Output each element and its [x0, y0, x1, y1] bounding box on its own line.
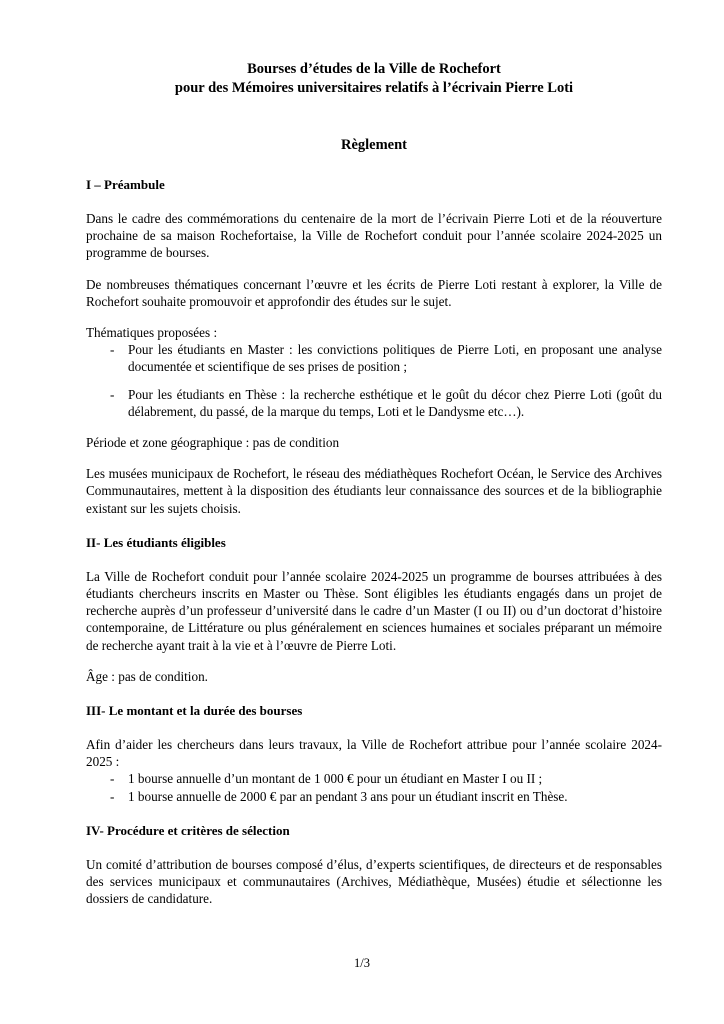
list-item-label: 1 bourse annuelle d’un montant de 1 000 € pour un étudiant en Master I ou II ;	[128, 771, 543, 787]
page-title-line-1: Bourses d’études de la Ville de Rochefort	[247, 61, 501, 77]
section-i-paragraph-2: De nombreuses thématiques concernant l’œuvre et les écrits de Pierre Loti restant à explorer, la Ville de Rochefort souhaite promouvoir et approfondir des études sur le sujet.	[86, 276, 662, 309]
list-item-label: Pour les étudiants en Thèse : la recherche esthétique et le goût du décor chez Pierre Loti (goût du délabrement, du passé, de la marque du temps, Loti et le Dandysme etc…).	[128, 386, 662, 419]
list-item	[86, 788, 662, 805]
page-subtitle: Règlement	[340, 137, 408, 153]
spacer	[86, 310, 662, 324]
document-body	[86, 60, 662, 907]
spacer	[86, 719, 662, 736]
page-title	[86, 60, 662, 98]
spacer	[86, 262, 662, 276]
section-i-list-intro: Thématiques proposées :	[86, 325, 218, 341]
section-heading-iii: III- Le montant et la durée des bourses	[86, 703, 303, 719]
spacer	[86, 839, 662, 856]
section-iv-paragraph-1: Un comité d’attribution de bourses composé d’élus, d’experts scientifiques, de directeurs et de responsables des services municipaux et communautaires (Archives, Médiathèque, Musées) étudie et sélectionne les dossiers de candidature.	[86, 856, 662, 907]
section-ii-paragraph-2: Âge : pas de condition.	[86, 668, 208, 684]
list-item	[86, 386, 662, 420]
section-iii-list	[86, 770, 662, 804]
spacer	[86, 685, 662, 702]
bullet-dash-icon: -	[110, 386, 115, 402]
section-iii-list-intro: Afin d’aider les chercheurs dans leurs travaux, la Ville de Rochefort attribue pour l’année scolaire 2024-2025 :	[86, 737, 662, 770]
section-heading-i: I – Préambule	[86, 177, 165, 192]
spacer	[86, 155, 662, 176]
list-item	[86, 341, 662, 375]
bullet-dash-icon: -	[110, 788, 115, 804]
spacer	[86, 451, 662, 465]
spacer	[86, 551, 662, 568]
section-heading-iv: IV- Procédure et critères de sélection	[86, 822, 290, 838]
section-heading-ii: II- Les étudiants éligibles	[86, 534, 226, 550]
spacer	[86, 517, 662, 534]
bullet-dash-icon: -	[110, 771, 115, 787]
section-i-list	[86, 341, 662, 420]
list-item-label: 1 bourse annuelle de 2000 € par an pendant 3 ans pour un étudiant inscrit en Thèse.	[128, 788, 568, 804]
page-title-line-2: pour des Mémoires universitaires relatifs à l’écrivain Pierre Loti	[174, 80, 574, 96]
list-item	[86, 770, 662, 787]
spacer	[86, 654, 662, 668]
section-i-paragraph-4: Les musées municipaux de Rochefort, le réseau des médiathèques Rochefort Océan, le Service des Archives Communautaires, mettent à la disposition des étudiants leur connaissance des sources et de la bibliographie existant sur les sujets choisis.	[86, 466, 662, 516]
bullet-dash-icon: -	[110, 342, 115, 358]
spacer	[86, 420, 662, 434]
list-item-label: Pour les étudiants en Master : les convictions politiques de Pierre Loti, en proposant une analyse documentée et scientifique de ses prises de position ;	[128, 342, 662, 375]
spacer	[86, 193, 662, 210]
spacer	[86, 805, 662, 822]
section-ii-paragraph-1: La Ville de Rochefort conduit pour l’année scolaire 2024-2025 un programme de bourses attribuées à des étudiants chercheurs inscrits en Master ou Thèse. Sont éligibles les étudiants engagés dans un projet de recherche auprès d’un professeur d’université dans le cadre d’un Master (I ou II) ou d’un doctorat d’histoire contemporaine, de Littérature ou plus généralement en sciences humaines et sociales préparant un mémoire de recherche ayant trait à la vie et à l’œuvre de Pierre Loti.	[86, 568, 662, 653]
page-number-footer: 1/3	[354, 956, 370, 970]
section-i-paragraph-1: Dans le cadre des commémorations du centenaire de la mort de l’écrivain Pierre Loti et de la réouverture prochaine de sa maison Rochefortaise, la Ville de Rochefort conduit pour l’année scolaire 2024-2025 un programme de bourses.	[86, 211, 662, 261]
section-i-paragraph-3: Période et zone géographique : pas de condition	[86, 435, 340, 451]
